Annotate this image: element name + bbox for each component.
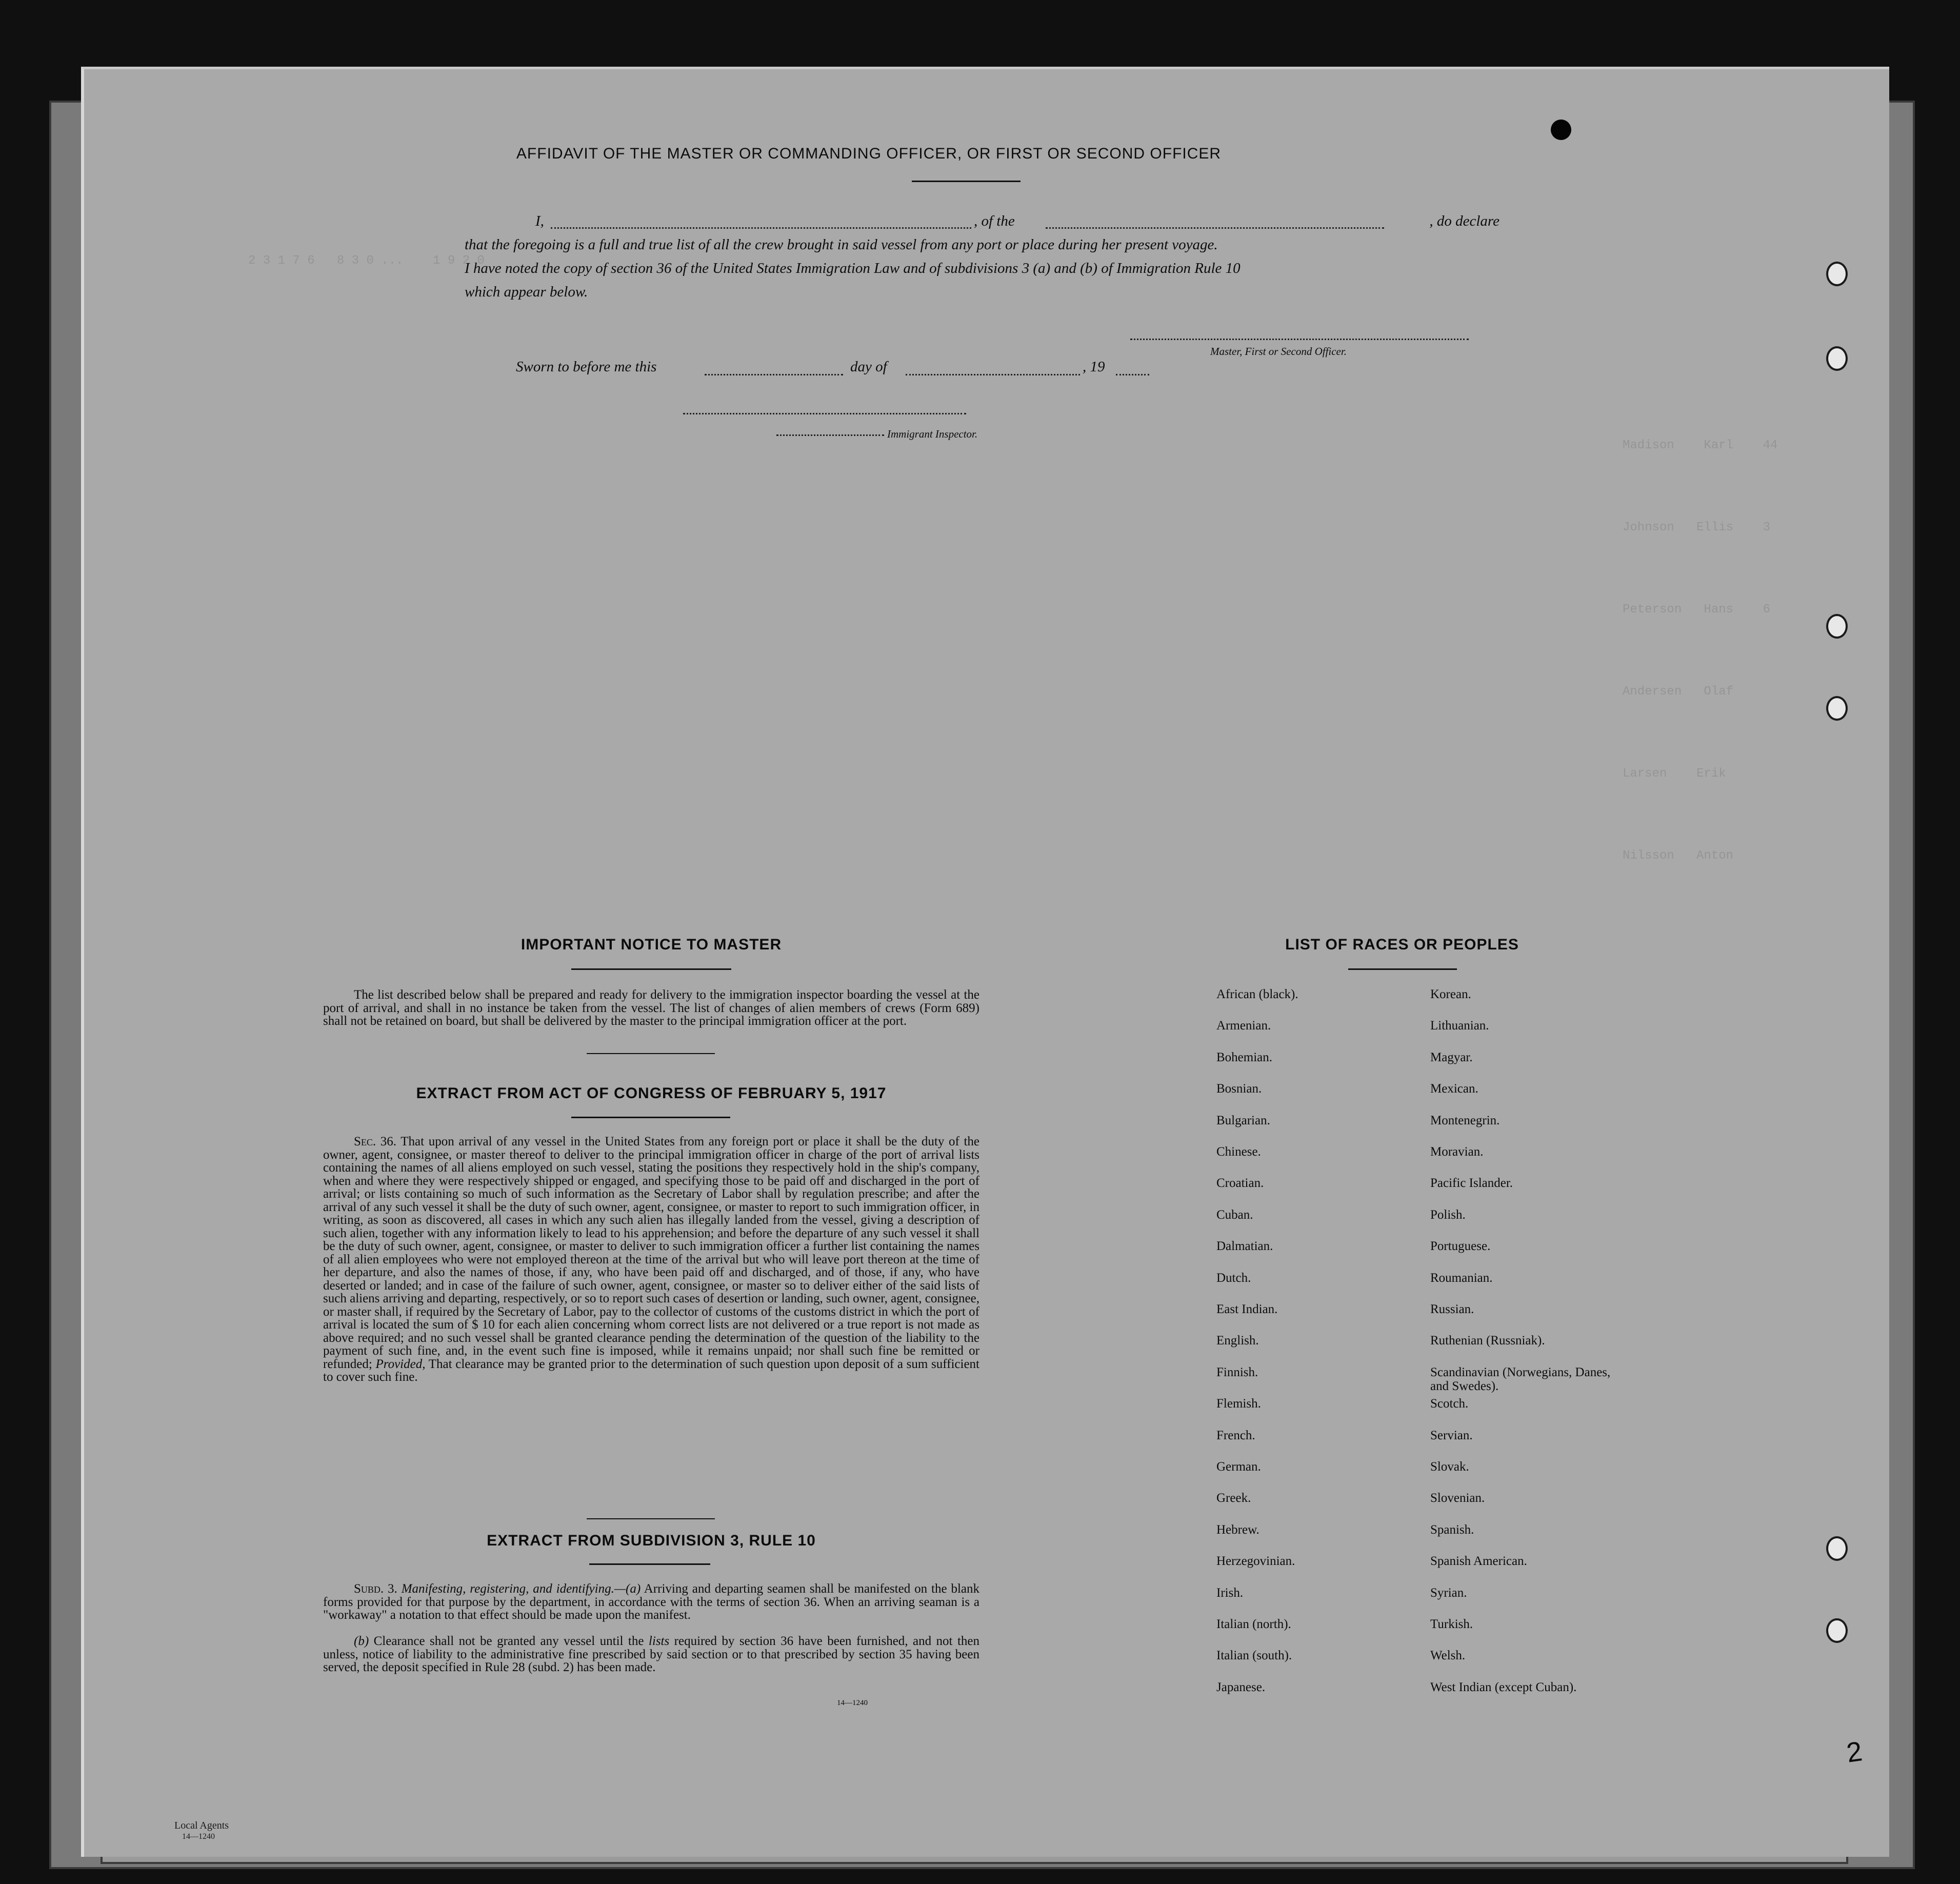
sworn-label: Sworn to before me this: [516, 359, 657, 375]
rule-extract-title-rule: [589, 1563, 710, 1565]
race-item: Slovenian.: [1430, 1491, 1485, 1505]
notice-text: The list described below shall be prepared and ready for delivery to the immigration inspector boarding the vessel at the port of arrival, and shall in no instance be taken from the vessel. The list of changes of alien members of crews (Form 689) shall not be retained on board, but shall be delivered by the master to the principal immigration officer at the port.: [323, 988, 979, 1028]
affidavit-line-4: which appear below.: [465, 284, 588, 300]
rule-text-b-1: Clearance shall not be granted any vessel until the: [373, 1634, 644, 1648]
race-item: German.: [1216, 1460, 1261, 1474]
race-item: Welsh.: [1430, 1649, 1466, 1663]
punch-hole: [1826, 262, 1848, 286]
race-item: Dalmatian.: [1216, 1239, 1273, 1254]
affidavit-line-2: that the foregoing is a full and true list of all the crew brought in said vessel from any port or place during her present voyage.: [465, 236, 1218, 253]
inspector-signature-line[interactable]: [683, 413, 966, 414]
affidavit-title: AFFIDAVIT OF THE MASTER OR COMMANDING OFFICER, OR FIRST OR SECOND OFFICER: [516, 145, 1222, 162]
punch-hole: [1826, 346, 1848, 371]
rule-extract-text-b: [323, 1635, 979, 1674]
races-title-rule: [1348, 968, 1457, 970]
races-title: LIST OF RACES OR PEOPLES: [1285, 936, 1519, 953]
race-item: Pacific Islander.: [1430, 1176, 1513, 1191]
race-item: Armenian.: [1216, 1019, 1271, 1033]
race-item: Dutch.: [1216, 1271, 1251, 1285]
subd-heading: Manifesting, registering, and identifying.—(a): [401, 1582, 641, 1596]
affidavit-title-rule: [912, 181, 1021, 182]
act-text-2: That clearance may be granted prior to the determination of such question upon deposit of a sum sufficient to cover such fine.: [323, 1357, 980, 1384]
race-item: Irish.: [1216, 1585, 1244, 1600]
race-item: Montenegrin.: [1430, 1113, 1500, 1127]
notice-end-rule: [587, 1053, 715, 1054]
race-item: Scotch.: [1430, 1397, 1469, 1411]
race-item: Italian (north).: [1216, 1617, 1291, 1631]
rule-text-a: Arriving and departing seamen shall be manifested on the blank forms provided for that purpose by the department, in accordance with the terms of section 36. When an arriving seaman is a "workaway" a notation to that effect should be made upon the manifest.: [323, 1582, 979, 1622]
punch-hole: [1826, 696, 1848, 721]
year-label: , 19: [1083, 359, 1105, 375]
subd-label: Subd. 3.: [354, 1582, 397, 1596]
form-number: 14—1240: [837, 1699, 868, 1707]
bottom-form-number: 14—1240: [182, 1832, 215, 1841]
rule-extract-text-a: [323, 1582, 979, 1622]
rule-text-b-2: required by section 36 have been furnished, and not then unless, notice of liability to the administrative fine prescribed by said section or to that prescribed by section 35 having been served, the deposit specified in Rule 28 (subd. 2) has been made.: [323, 1634, 979, 1674]
vessel-name-field[interactable]: [1046, 227, 1384, 229]
race-item: Croatian.: [1216, 1176, 1264, 1191]
race-item: Japanese.: [1216, 1680, 1266, 1694]
race-item: Spanish American.: [1430, 1554, 1527, 1569]
race-item: Italian (south).: [1216, 1649, 1292, 1663]
sec-label: Sec. 36.: [354, 1135, 397, 1148]
officer-signature-line[interactable]: [1130, 339, 1469, 340]
act-extract-end-rule: [587, 1518, 715, 1519]
race-item: East Indian.: [1216, 1302, 1278, 1316]
race-item: Moravian.: [1430, 1145, 1484, 1159]
provided-label: Provided,: [375, 1357, 426, 1371]
sworn-line: [516, 359, 1152, 379]
race-item: African (black).: [1216, 987, 1298, 1001]
inspector-label: Immigrant Inspector.: [887, 428, 978, 440]
declarant-name-field[interactable]: [551, 227, 971, 229]
inspector-signature-line-lead: [776, 434, 884, 436]
day-of-label: day of: [850, 359, 887, 375]
race-item: Chinese.: [1216, 1145, 1261, 1159]
manifest-back-page: 2 3 1 7 6 8 3 0 ... 1 9 2 0 Madison Karl 44 Johnson Ellis 3 Peterson Hans 6 Andersen Olaf Larsen Erik Nilsson Anton AFFIDAVIT OF THE MASTER OR COMMANDING OFFICER, OR FIRST OR SECOND OFFICER I, , of the , do declare that the foregoing is a full and true list of all the crew brought in said vessel from any port or place during her present voyage. I have noted the copy of section 36 of the United States Immigration Law and of subdivisions 3 (a) and (b) of Immigration Rule 10 which appear below. Master, First or Second Officer. Sworn to before me this day of , 19 Immigrant Inspector. IMPORTANT NOTICE TO MASTER The list described below shall be prepared and ready for delivery to the immigration inspector boarding the vessel at the port of arrival, and shall in no instance be taken from the vessel. The list of changes of alien members of crews (Form 689) shall not be retained on board, but shall be delivered by the master to the principal immigration officer at the port. EXTRACT FROM ACT OF CONGRESS OF FEBRUARY 5, 1917 Sec. 36. That upon arrival of any vessel in the United States from any foreign port or place it shall be the duty of the owner, agent, consignee, or master thereof to deliver to the principal immigration officer in charge of the port of arrival lists containing the names of all aliens employed on such vessel, stating the positions they respectively hold in the ship's company, when and where they were respectively shipped or engaged, and specifying those to be paid off and discharged in the port of arrival; or lists containing so much of such information as the Secretary of Labor shall by regulation prescribe; and after the arrival of any such vessel it shall be the duty of such owner, agent, consignee, or master to report to such immigration officer, in writing, as soon as discovered, all cases in which any such alien has illegally landed from the vessel, giving a description of such alien, together with any information likely to lead to his apprehension; and before the departure of any such vessel it shall be the duty of such owner, agent, consignee, or master to deliver to such immigration officer a further list containing the names of all alien employees who were not employed thereon at the time of the arrival but who will leave port thereon at the time of her departure, and also the names of those, if any, who have been paid off and discharged, and of those, if any, who have deserted or landed; and in case of the failure of such owner, agent, consignee, or master so to deliver either of the said lists of such aliens arriving and departing, respectively, or so to report such cases of desertion or landing, such owner, agent, consignee, or master shall, if required by the Secretary of Labor, pay to the collector of customs of the customs district in which the port of arrival is located the sum of $ 10 for each alien concerning whom correct lists are not delivered or a true report is not made as above required; and no such vessel shall be granted clearance pending the determination of the question of the liability to the payment of such fine, and, in the event such fine is imposed, while it remains unpaid; nor shall such fine be remitted or refunded; Provided, That clearance may be granted prior to the determination of such question upon deposit of a sum sufficient to cover such fine. EXTRACT FROM SUBDIVISION 3, RULE 10 Subd. 3. Manifesting, registering, and identifying.—(a) Arriving and departing seamen shall be manifested on the blank forms provided for that purpose by the department, in accordance with the terms of section 36. When an arriving seaman is a "workaway" a notation to that effect should be made upon the manifest. (b) Clearance shall not be granted any vessel until the lists required by section 36 have been furnished, and not then unless, notice of liability to the administrative fine prescribed by said section or to that prescribed by section 35 having been served, the deposit specified in Rule 28 (subd. 2) has been made. 14—1240 LIST OF RACES OR PEOPLES 2 African (black). Armenian. Bohemian. Bosnian. Bulgarian. Chinese. Croatian. Cuban. Dalmatian. Dutch. East Indian. English. Finnish. Flemish. French. German. Greek. Hebrew. Herzegovinian. Irish. Italian (north). Italian (south). Japanese. Korean. Lithuanian. Magyar. Mexican. Montenegrin. Moravian. Pacific Islander. Polish. Portuguese. Roumanian. Russian. Ruthenian (Russniak). Scandinavian (Norwegians, Danes, and Swedes). Scotch. Servian. Slovak. Slovenian. Spanish. Spanish American. Syrian. Turkish. Welsh. West Indian (except Cuban).: [81, 67, 1889, 1857]
affidavit-of-the-label: , of the: [974, 213, 1015, 229]
race-item: Lithuanian.: [1430, 1019, 1489, 1033]
affidavit-do-declare: , do declare: [1429, 213, 1499, 229]
notice-title-rule: [571, 968, 731, 970]
race-item: Herzegovinian.: [1216, 1554, 1295, 1569]
race-item: Flemish.: [1216, 1397, 1261, 1411]
page-mark: 2: [1844, 1736, 1865, 1769]
act-extract-title: EXTRACT FROM ACT OF CONGRESS OF FEBRUARY 5, 1917: [416, 1085, 887, 1102]
affidavit-i-label: I,: [535, 213, 544, 229]
race-item: Roumanian.: [1430, 1271, 1493, 1285]
race-item: Spanish.: [1430, 1522, 1474, 1537]
race-item: French.: [1216, 1428, 1255, 1442]
race-item: Greek.: [1216, 1491, 1251, 1505]
affidavit-line-3: I have noted the copy of section 36 of the United States Immigration Law and of subdivisions 3 (a) and (b) of Immigration Rule 10: [465, 260, 1241, 276]
punch-mark: [1551, 120, 1571, 140]
lists-word: lists: [648, 1634, 670, 1648]
race-item: Syrian.: [1430, 1585, 1467, 1600]
race-item: Turkish.: [1430, 1617, 1473, 1631]
race-item: Bosnian.: [1216, 1082, 1262, 1096]
officer-signature-label: Master, First or Second Officer.: [1210, 345, 1347, 358]
race-item: Korean.: [1430, 987, 1471, 1001]
sworn-month-field[interactable]: [906, 374, 1080, 375]
sworn-day-field[interactable]: [705, 374, 843, 375]
race-item: Mexican.: [1430, 1082, 1478, 1096]
race-item: Magyar.: [1430, 1050, 1473, 1064]
race-item: Finnish.: [1216, 1365, 1258, 1379]
race-item: Russian.: [1430, 1302, 1474, 1316]
b-label: (b): [354, 1634, 369, 1648]
punch-hole: [1826, 614, 1848, 639]
rule-extract-title: EXTRACT FROM SUBDIVISION 3, RULE 10: [487, 1532, 816, 1549]
sworn-year-field[interactable]: [1116, 374, 1149, 375]
local-agents-label: Local Agents: [174, 1820, 229, 1831]
punch-hole: [1826, 1618, 1848, 1643]
race-item: Ruthenian (Russniak).: [1430, 1334, 1545, 1348]
race-item: Portuguese.: [1430, 1239, 1491, 1254]
race-item: Bulgarian.: [1216, 1113, 1270, 1127]
punch-hole: [1826, 1536, 1848, 1561]
race-item: Slovak.: [1430, 1460, 1469, 1474]
race-item: English.: [1216, 1334, 1259, 1348]
race-item: Cuban.: [1216, 1207, 1253, 1222]
act-extract-title-rule: [571, 1117, 730, 1118]
affidavit-line-1: [535, 213, 1499, 233]
act-extract-text: [323, 1135, 979, 1384]
race-item: Polish.: [1430, 1207, 1466, 1222]
race-item: Scandinavian (Norwegians, Danes, and Swedes).: [1430, 1365, 1611, 1393]
notice-title: IMPORTANT NOTICE TO MASTER: [521, 936, 782, 953]
race-item: Servian.: [1430, 1428, 1473, 1442]
act-text-1: That upon arrival of any vessel in the United States from any foreign port or place it shall be the duty of the owner, agent, consignee, or master thereof to deliver to the principal immigration officer in charge of the port of arrival lists containing the names of all aliens employed on such vessel, stating the positions they respectively hold in the ship's company, when and where they were respectively shipped or engaged, and specifying those to be paid off and discharged in the port of arrival; or lists containing so much of such information as the Secretary of Labor shall by regulation prescribe; and after the arrival of any such vessel it shall be the duty of such owner, agent, consignee, or master to report to such immigration officer, in writing, as soon as discovered, all cases in which any such alien has illegally landed from the vessel, giving a description of such alien, together with any information likely to lead to his apprehension; and before the departure of any such vessel it shall be the duty of such owner, agent, consignee, or master to deliver to such immigration officer a further list containing the names of all alien employees who were not employed thereon at the time of the arrival but who will leave port thereon at the time of her departure, and also the names of those, if any, who have been paid off and discharged, and of those, if any, who have deserted or landed; and in case of the failure of such owner, agent, consignee, or master so to deliver either of the said lists of such aliens arriving and departing, respectively, or so to report such cases of desertion or landing, such owner, agent, consignee, or master shall, if required by the Secretary of Labor, pay to the collector of customs of the customs district in which the port of arrival is located the sum of $ 10 for each alien concerning whom correct lists are not delivered or a true report is not made as above required; and no such vessel shall be granted clearance pending the determination of the question of the liability to the payment of such fine, and, in the event such fine is imposed, while it remains unpaid; nor shall such fine be remitted or refunded;: [323, 1135, 980, 1371]
race-item: Bohemian.: [1216, 1050, 1273, 1064]
race-item: Hebrew.: [1216, 1522, 1259, 1537]
race-item: West Indian (except Cuban).: [1430, 1680, 1577, 1694]
